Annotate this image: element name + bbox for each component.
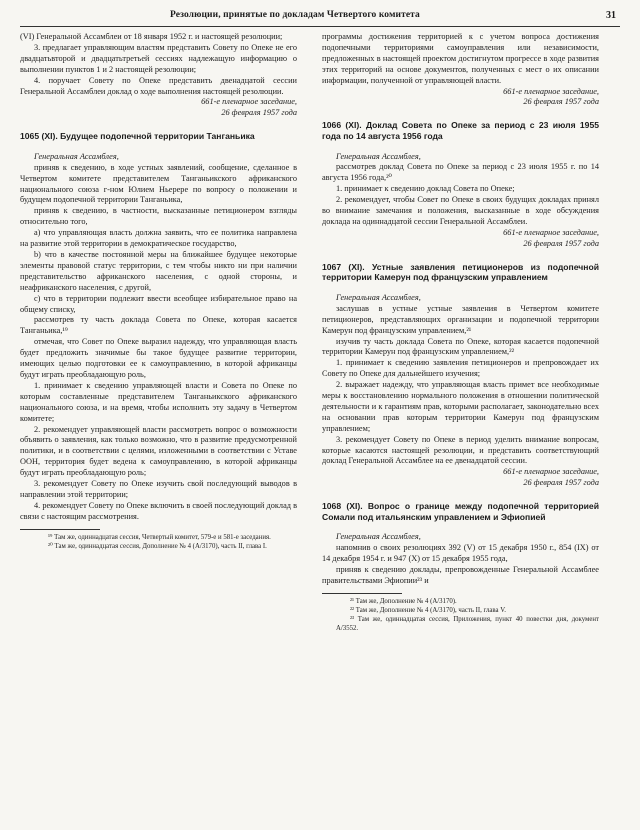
general-assembly-label: Генеральная Ассамблея, xyxy=(336,532,421,542)
footnote: ²² Там же, Дополнение № 4 (А/3170), часть II, глава V. xyxy=(350,606,506,614)
resolution-heading-1065: 1065 (XI). Будущее подопечной территории Танганьика xyxy=(20,131,255,142)
date-line: 26 февраля 1957 года xyxy=(523,478,599,488)
paragraph: 2. выражает надежду, что управляющая власть примет все необходимые меры к восстановлению нормального положения в отношении политической деятельности и к гарантиям прав, которыми располагает, законодательно всех на основании прав которым территории Камерун под французским управлением; xyxy=(322,380,599,433)
meeting-line: 661-е пленарное заседание, xyxy=(503,227,599,237)
paragraph: 2. рекомендует, чтобы Совет по Опеке в своих будущих докладах принял во внимание замечания и положения, высказанные в ходе обсуждения доклада на одиннадцатой сессии Генеральной Ассамблеи. xyxy=(322,195,599,226)
paragraph: заслушав в устные устные заявления в Четвертом комитете петиционеров, представляющих организации и подопечной территории Камерун под французским управлением,²¹ xyxy=(322,303,599,335)
footnote: ²¹ Там же, Дополнение № 4 (А/3170). xyxy=(350,597,457,605)
paragraph: напомнив о своих резолюциях 392 (V) от 15 декабря 1950 г., 854 (IX) от 14 декабря 1954 г. и 947 (X) от 15 декабря 1955 года, xyxy=(322,543,599,564)
paragraph: отмечая, что Совет по Опеке выразил надежду, что управляющая власть будет предложить значимые бы такое будущее развитие территории, имеющих целью подготовки ее к самоуправлению, в которой африканцы будут играть преобладающую роль, xyxy=(20,337,297,379)
paragraph: 3. рекомендует Совету по Опеке в период уделить внимание вопросам, которые касаются настоящей резолюции, и представить соответствующий доклад Генеральной Ассамблее на ее двенадцатой сессии. xyxy=(322,434,599,466)
header-rule xyxy=(20,26,620,27)
footnote-rule xyxy=(322,593,402,594)
page-number: 31 xyxy=(606,10,616,21)
header-title: Резолюции, принятые по докладам Четвертого комитета xyxy=(170,10,420,20)
right-column xyxy=(322,32,599,633)
page-header xyxy=(20,6,620,26)
general-assembly-label: Генеральная Ассамблея, xyxy=(336,151,421,161)
paragraph: рассмотрев доклад Совета по Опеке за период с 23 июля 1955 г. по 14 августа 1956 года,²⁰ xyxy=(322,162,599,183)
footnote: ²⁰ Там же, одиннадцатая сессия, Дополнение № 4 (А/3170), часть II, глава I. xyxy=(48,542,267,550)
paragraph: 1. принимает к сведению заявления петиционеров и препровождает их Совету по Опеке для дальнейшего изучения; xyxy=(322,358,599,379)
paragraph: a) что управляющая власть должна заявить, что ее политика направлена на развитие этой территории в демократическое государство, xyxy=(20,228,297,249)
left-column xyxy=(20,32,297,551)
footnote: ²³ Там же, одиннадцатая сессия, Приложения, пункт 40 повестки дня, документ А/3552. xyxy=(336,615,599,632)
paragraph: b) что в качестве постоянной меры на ближайшее будущее некоторые элементы правовой статус территории, с тем чтобы никто ни при наличии представительство африканского населения, с одной стороны, и неафриканского населения, с другой, xyxy=(20,250,297,292)
general-assembly-label: Генеральная Ассамблея, xyxy=(34,151,119,161)
meeting-line: 661-е пленарное заседание, xyxy=(503,86,599,96)
paragraph: (VI) Генеральной Ассамблеи от 18 января 1952 г. и настоящей резолюции; xyxy=(20,32,283,41)
paragraph: 3. рекомендует Совету по Опеке изучить свой последующий выводов в направлении этой территории; xyxy=(20,479,297,499)
meeting-line: 661-е пленарное заседание, xyxy=(503,467,599,477)
paragraph: рассмотрев ту часть доклада Совета по Опеке, которая касается Танганьика,¹⁹ xyxy=(20,315,297,336)
paragraph: программы достижения территорией к с учетом вопроса достижения подопечными территориями самоуправления или независимости, предложенных в настоящей проектом достигнутом прогрессе в ходе развития этих территорий на основе документов, полученных с мест о их описании информации, полученной от управляющей власти. xyxy=(322,32,599,85)
meeting-line: 661-е пленарное заседание, xyxy=(201,97,297,107)
paragraph: c) что в территории подлежит ввести всеобщее избирательное право на общему списку, xyxy=(20,293,297,314)
paragraph: изучив ту часть доклада Совета по Опеке, которая касается подопечной территории Камерун под французским управлением,²² xyxy=(322,336,599,357)
paragraph: 4. рекомендует Совету по Опеке включить в своей последующий доклад в связи с настоящим рассмотрения. xyxy=(20,500,297,521)
footnote-rule xyxy=(20,529,100,530)
paragraph: приняв к сведению, в ходе устных заявлений, сообщение, сделанное в Четвертом комитете представителем Танганьикского африканского национального союза г-ном Юлием Ньерере по вопросу о положении и будущем подопечной территории Танганьика, xyxy=(20,162,297,205)
footnote: ¹⁹ Там же, одиннадцатая сессия, Четвертый комитет, 579-е и 581-е заседания. xyxy=(48,533,271,541)
date-line: 26 февраля 1957 года xyxy=(221,108,297,118)
paragraph: 1. принимает к сведению управляющей власти и Совета по Опеке по которым составленные представителем Танганьикского африканского национального союза, и на время, чтобы исполнить эту задачу в Четвертом комитете; xyxy=(20,380,297,423)
paragraph: 4. поручает Совету по Опеке представить двенадцатой сессии Генеральной Ассамблеи доклад о ходе выполнения настоящей резолюции. xyxy=(20,75,297,96)
paragraph: приняв к сведению, в частности, высказанные петиционером взгляды относительно того, xyxy=(20,206,297,227)
paragraph: 1. принимает к сведению доклад Совета по Опеке; xyxy=(336,184,515,194)
resolution-heading-1066: 1066 (XI). Доклад Совета по Опеке за период с 23 июля 1955 года по 14 августа 1956 года xyxy=(322,120,599,141)
general-assembly-label: Генеральная Ассамблея, xyxy=(336,292,421,302)
paragraph: 2. рекомендует управляющей власти рассмотреть вопрос о возможности объявить о заявления, как только возможно, что в развитие предусмотренной политики, и в соответствии с целями, изложенными в соответствии с Уставе ООН, территория будет ведена к самоуправлению, в которой африканцы будут играть преобладающую роль; xyxy=(20,424,297,478)
date-line: 26 февраля 1957 года xyxy=(523,238,599,248)
date-line: 26 февраля 1957 года xyxy=(523,97,599,107)
paragraph: 3. предлагает управляющим властям представить Совету по Опеке не его двадцатьвторой и двадцатьтретьей сессиях надлежащую информацию о выполнении пунктов 1 и 2 настоящей резолюции; xyxy=(20,42,297,74)
resolution-heading-1068: 1068 (XI). Вопрос о границе между подопечной территорией Сомали под итальянским управлением и Эфиопией xyxy=(322,501,599,522)
paragraph: приняв к сведению доклады, препровожденные Генеральной Ассамблее правительствами Эфиопии²³ и xyxy=(322,565,599,585)
resolution-heading-1067: 1067 (XI). Устные заявления петиционеров из подопечной территории Камерун под французским управлением xyxy=(322,261,599,283)
